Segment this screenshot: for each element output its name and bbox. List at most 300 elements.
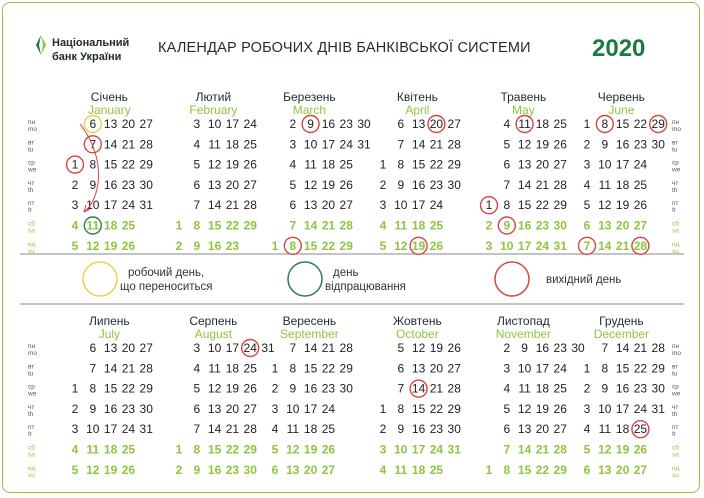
- day-number: 15: [615, 361, 630, 376]
- day-number: 26: [447, 341, 461, 355]
- day-number: 6: [397, 361, 405, 376]
- day-number: 26: [553, 137, 567, 152]
- day-number: 22: [633, 361, 648, 376]
- day-number: 18: [225, 361, 240, 376]
- day-number: 2: [583, 137, 591, 152]
- day-label-ua: вт: [28, 139, 35, 147]
- day-number: 8: [193, 442, 201, 457]
- day-number: 31: [139, 422, 153, 437]
- day-number: 25: [553, 117, 567, 131]
- month-name-en: January: [88, 103, 131, 117]
- day-label-en: we: [28, 166, 37, 174]
- day-number: 3: [271, 401, 279, 416]
- day-label-en: fr: [672, 207, 676, 215]
- day-number: 16: [103, 401, 118, 416]
- day-label-en: sa: [672, 227, 679, 235]
- day-number: 11: [518, 117, 531, 131]
- day-number: 12: [86, 238, 100, 253]
- day-number: 8: [289, 238, 297, 253]
- day-number: 20: [121, 117, 136, 131]
- day-number: 5: [379, 238, 387, 253]
- day-number: 24: [339, 137, 353, 152]
- day-number: 5: [583, 442, 591, 457]
- day-number: 21: [121, 137, 136, 152]
- month-name: Лютий: [195, 90, 232, 104]
- day-number: 30: [447, 422, 461, 437]
- day-number: 25: [633, 422, 648, 437]
- day-label-ua: чт: [672, 403, 679, 411]
- day-label-ua: сб: [28, 444, 35, 452]
- day-label-en: th: [28, 410, 34, 418]
- day-number: 5: [71, 462, 79, 477]
- day-number: 12: [517, 401, 532, 416]
- day-number: 3: [71, 422, 79, 437]
- day-label-en: fr: [28, 207, 32, 215]
- day-number: 14: [598, 238, 612, 253]
- month-name-en: September: [280, 327, 339, 341]
- day-number: 25: [633, 177, 648, 192]
- day-number: 21: [121, 361, 136, 376]
- day-number: 26: [121, 238, 136, 253]
- day-number: 8: [601, 361, 609, 376]
- month-name-en: April: [405, 103, 430, 117]
- month-name-en: December: [593, 327, 650, 341]
- day-number: 10: [303, 137, 318, 152]
- day-number: 15: [411, 157, 426, 172]
- day-number: 14: [615, 341, 630, 355]
- day-number: 17: [103, 422, 118, 437]
- day-number: 27: [139, 117, 153, 131]
- day-number: 25: [121, 442, 136, 457]
- day-number: 24: [535, 238, 550, 253]
- day-number: 10: [394, 198, 408, 213]
- day-label-ua: нд: [672, 240, 680, 248]
- day-number: 30: [447, 177, 461, 192]
- day-number: 2: [379, 422, 387, 437]
- day-number: 15: [517, 198, 532, 213]
- day-number: 7: [289, 341, 297, 355]
- day-number: 29: [553, 462, 567, 477]
- day-number: 25: [243, 361, 257, 376]
- day-label-ua: пт: [672, 200, 679, 208]
- day-number: 10: [517, 361, 532, 376]
- day-number: 29: [447, 157, 461, 172]
- day-label-en: th: [672, 410, 678, 418]
- day-number: 18: [103, 218, 118, 233]
- day-number: 5: [503, 137, 511, 152]
- day-number: 24: [121, 198, 136, 213]
- day-number: 26: [121, 462, 136, 477]
- day-number: 27: [633, 462, 648, 477]
- day-label-ua: чт: [28, 179, 35, 187]
- month-name-en: November: [495, 327, 552, 341]
- day-number: 9: [601, 381, 609, 396]
- day-number: 18: [535, 381, 550, 396]
- day-number: 10: [500, 238, 514, 253]
- day-number: 15: [303, 238, 318, 253]
- day-number: 5: [193, 381, 201, 396]
- day-number: 12: [411, 341, 426, 355]
- day-number: 7: [89, 361, 97, 376]
- day-number: 1: [71, 381, 79, 396]
- day-number: 23: [429, 422, 444, 437]
- day-number: 20: [535, 157, 550, 172]
- day-number: 16: [321, 117, 336, 131]
- day-number: 28: [633, 238, 648, 253]
- legend-label: вихідний день: [546, 274, 622, 286]
- day-number: 6: [271, 462, 279, 477]
- day-number: 18: [321, 157, 336, 172]
- day-number: 24: [243, 117, 257, 131]
- day-number: 18: [411, 462, 426, 477]
- day-number: 3: [193, 117, 201, 131]
- day-number: 18: [225, 137, 240, 152]
- day-number: 1: [379, 157, 387, 172]
- day-number: 15: [207, 442, 222, 457]
- day-number: 7: [601, 341, 609, 355]
- day-number: 15: [103, 157, 118, 172]
- day-label-ua: ср: [672, 159, 679, 167]
- day-label-ua: пт: [28, 424, 35, 432]
- day-label-ua: чт: [28, 403, 35, 411]
- day-number: 7: [289, 218, 297, 233]
- day-number: 27: [553, 157, 567, 172]
- day-label-en: su: [672, 471, 679, 479]
- day-number: 30: [651, 137, 665, 152]
- day-number: 2: [485, 218, 493, 233]
- day-number: 28: [339, 218, 353, 233]
- day-number: 7: [193, 198, 201, 213]
- day-number: 20: [225, 177, 240, 192]
- day-number: 12: [598, 198, 612, 213]
- day-number: 6: [583, 462, 591, 477]
- day-number: 17: [411, 198, 426, 213]
- day-number: 4: [289, 157, 297, 172]
- day-number: 25: [553, 381, 567, 396]
- day-number: 10: [207, 117, 222, 131]
- day-number: 23: [225, 238, 240, 253]
- day-number: 13: [411, 117, 426, 131]
- day-number: 22: [225, 218, 240, 233]
- day-number: 6: [89, 117, 97, 131]
- day-number: 14: [303, 218, 318, 233]
- day-number: 20: [535, 422, 550, 437]
- day-number: 4: [379, 462, 387, 477]
- day-number: 19: [615, 198, 630, 213]
- day-number: 4: [71, 218, 79, 233]
- day-number: 7: [193, 422, 201, 437]
- day-number: 14: [411, 381, 426, 396]
- month-name: Липень: [89, 314, 130, 328]
- day-label-en: sa: [672, 451, 679, 459]
- day-number: 21: [225, 198, 240, 213]
- month-name: Вересень: [282, 314, 337, 328]
- day-number: 19: [321, 177, 336, 192]
- day-number: 18: [303, 422, 318, 437]
- day-label-en: fr: [672, 431, 676, 439]
- day-number: 28: [243, 198, 257, 213]
- day-number: 10: [86, 422, 100, 437]
- day-number: 12: [86, 462, 100, 477]
- day-number: 3: [503, 361, 511, 376]
- day-number: 23: [633, 137, 648, 152]
- day-label-en: th: [672, 186, 678, 194]
- day-number: 25: [243, 137, 257, 152]
- day-number: 17: [615, 401, 630, 416]
- day-number: 27: [139, 341, 153, 355]
- day-number: 26: [321, 442, 336, 457]
- day-number: 3: [485, 238, 493, 253]
- day-label-ua: ср: [28, 383, 35, 391]
- day-number: 18: [103, 442, 118, 457]
- day-number: 19: [225, 381, 240, 396]
- month-name-en: February: [189, 103, 238, 117]
- day-number: 8: [89, 381, 97, 396]
- day-number: 21: [535, 442, 550, 457]
- day-number: 6: [289, 198, 297, 213]
- day-number: 9: [89, 177, 97, 192]
- day-number: 25: [339, 157, 353, 172]
- day-number: 26: [243, 381, 257, 396]
- day-number: 5: [397, 341, 405, 355]
- day-label-en: mo: [672, 126, 682, 133]
- day-number: 1: [379, 401, 387, 416]
- day-number: 5: [583, 198, 591, 213]
- day-number: 15: [411, 401, 426, 416]
- day-number: 23: [121, 177, 136, 192]
- day-number: 30: [553, 218, 567, 233]
- day-number: 4: [193, 137, 201, 152]
- day-label-ua: нд: [28, 464, 36, 472]
- day-number: 9: [397, 177, 405, 192]
- day-number: 10: [598, 401, 612, 416]
- day-number: 5: [503, 401, 511, 416]
- day-number: 28: [651, 341, 665, 355]
- day-number: 13: [517, 422, 532, 437]
- day-number: 4: [379, 218, 387, 233]
- day-number: 6: [503, 157, 511, 172]
- day-number: 4: [503, 381, 511, 396]
- day-number: 19: [615, 442, 630, 457]
- day-number: 29: [447, 401, 461, 416]
- day-number: 6: [89, 341, 97, 355]
- day-number: 31: [651, 401, 665, 416]
- day-number: 26: [339, 177, 353, 192]
- legend-label: день: [333, 267, 359, 279]
- day-number: 13: [517, 157, 532, 172]
- day-number: 14: [517, 442, 532, 457]
- day-number: 24: [321, 401, 336, 416]
- month-name-en: March: [292, 103, 327, 117]
- day-label-ua: ср: [672, 383, 679, 391]
- day-number: 17: [225, 117, 240, 131]
- day-number: 11: [86, 218, 100, 233]
- day-number: 31: [261, 341, 275, 355]
- day-number: 31: [139, 198, 153, 213]
- month-name: Січень: [90, 90, 128, 104]
- day-label-ua: вт: [672, 139, 679, 147]
- day-number: 21: [429, 381, 444, 396]
- day-number: 5: [193, 157, 201, 172]
- day-number: 20: [429, 361, 444, 376]
- day-number: 3: [379, 442, 387, 457]
- day-number: 7: [503, 442, 511, 457]
- day-number: 8: [503, 198, 511, 213]
- day-number: 6: [397, 117, 405, 131]
- day-number: 13: [303, 198, 318, 213]
- day-number: 26: [633, 442, 648, 457]
- day-number: 19: [103, 238, 118, 253]
- month-name: Червень: [597, 90, 645, 104]
- day-label-ua: сб: [672, 444, 679, 452]
- day-number: 6: [583, 218, 591, 233]
- day-number: 30: [339, 381, 353, 396]
- day-number: 10: [286, 401, 300, 416]
- day-number: 13: [286, 462, 300, 477]
- day-label-ua: нд: [28, 240, 36, 248]
- day-number: 23: [121, 401, 136, 416]
- day-number: 16: [615, 381, 630, 396]
- day-number: 7: [583, 238, 591, 253]
- day-number: 26: [243, 157, 257, 172]
- day-number: 17: [615, 157, 630, 172]
- day-number: 29: [139, 381, 153, 396]
- day-number: 27: [339, 198, 353, 213]
- day-number: 22: [633, 117, 648, 131]
- day-number: 6: [193, 177, 201, 192]
- day-number: 11: [598, 177, 612, 192]
- day-label-en: mo: [28, 126, 38, 133]
- day-number: 2: [175, 462, 183, 477]
- month-name: Жовтень: [393, 314, 442, 328]
- day-number: 27: [243, 177, 257, 192]
- day-label-ua: вт: [672, 363, 679, 371]
- day-label-en: we: [672, 390, 681, 398]
- day-number: 9: [601, 137, 609, 152]
- day-number: 3: [379, 198, 387, 213]
- day-number: 22: [225, 442, 240, 457]
- day-number: 12: [207, 381, 222, 396]
- day-number: 4: [71, 442, 79, 457]
- day-number: 24: [121, 422, 136, 437]
- day-number: 12: [286, 442, 300, 457]
- day-label-en: tu: [672, 146, 678, 154]
- day-number: 16: [615, 137, 630, 152]
- day-number: 12: [207, 157, 222, 172]
- legend-circle-dayoff: [495, 262, 529, 296]
- day-number: 22: [121, 381, 136, 396]
- day-number: 1: [485, 198, 493, 213]
- day-number: 15: [103, 381, 118, 396]
- day-number: 14: [411, 137, 426, 152]
- day-number: 1: [583, 117, 591, 131]
- day-number: 28: [553, 442, 567, 457]
- day-number: 29: [651, 361, 665, 376]
- day-number: 29: [139, 157, 153, 172]
- day-number: 9: [503, 218, 511, 233]
- day-number: 1: [583, 361, 591, 376]
- day-number: 14: [207, 422, 222, 437]
- day-number: 28: [243, 422, 257, 437]
- day-number: 29: [651, 117, 665, 131]
- day-number: 13: [207, 401, 222, 416]
- day-number: 15: [517, 462, 532, 477]
- day-number: 13: [103, 341, 118, 355]
- day-number: 28: [447, 381, 461, 396]
- day-number: 23: [225, 462, 240, 477]
- day-number: 7: [397, 137, 405, 152]
- month-name: Квітень: [396, 90, 438, 104]
- year-label: 2020: [592, 35, 646, 62]
- day-number: 4: [271, 422, 279, 437]
- day-number: 19: [303, 442, 318, 457]
- day-number: 29: [553, 198, 567, 213]
- day-number: 2: [503, 341, 511, 355]
- day-number: 20: [321, 198, 336, 213]
- day-number: 25: [321, 422, 336, 437]
- day-number: 1: [175, 442, 183, 457]
- day-number: 10: [394, 442, 408, 457]
- day-number: 11: [394, 462, 408, 477]
- day-number: 13: [598, 218, 612, 233]
- day-number: 30: [651, 381, 665, 396]
- day-number: 1: [175, 218, 183, 233]
- day-label-ua: чт: [672, 179, 679, 187]
- day-number: 20: [615, 218, 630, 233]
- day-number: 11: [598, 422, 612, 437]
- day-number: 13: [411, 361, 426, 376]
- day-number: 14: [103, 361, 118, 376]
- day-number: 26: [553, 401, 567, 416]
- day-number: 18: [535, 117, 550, 131]
- day-number: 11: [394, 218, 408, 233]
- day-number: 10: [86, 198, 100, 213]
- day-number: 3: [289, 137, 297, 152]
- day-number: 21: [321, 218, 336, 233]
- day-number: 13: [598, 462, 612, 477]
- day-number: 5: [271, 442, 279, 457]
- day-number: 17: [411, 442, 426, 457]
- day-label-en: sa: [28, 451, 35, 459]
- day-number: 19: [103, 462, 118, 477]
- day-number: 15: [615, 117, 630, 131]
- month-name: Серпень: [189, 314, 238, 328]
- day-label-ua: пн: [672, 119, 680, 126]
- day-label-en: su: [28, 471, 35, 479]
- day-number: 22: [321, 238, 336, 253]
- day-number: 22: [321, 361, 336, 376]
- day-number: 30: [243, 462, 257, 477]
- day-number: 28: [139, 361, 153, 376]
- day-number: 14: [103, 137, 118, 152]
- day-number: 8: [397, 157, 405, 172]
- day-label-ua: пн: [28, 119, 36, 126]
- day-label-ua: ср: [28, 159, 35, 167]
- day-number: 23: [429, 177, 444, 192]
- day-number: 19: [225, 157, 240, 172]
- day-number: 21: [615, 238, 630, 253]
- day-label-en: su: [672, 247, 679, 255]
- day-number: 24: [243, 341, 257, 355]
- day-number: 21: [321, 341, 336, 355]
- legend-label: робочий день,: [128, 267, 205, 279]
- day-number: 16: [303, 381, 318, 396]
- day-number: 23: [321, 381, 336, 396]
- day-number: 19: [429, 341, 444, 355]
- day-number: 8: [397, 401, 405, 416]
- day-number: 25: [429, 218, 444, 233]
- legend-circle-worked: [288, 262, 322, 296]
